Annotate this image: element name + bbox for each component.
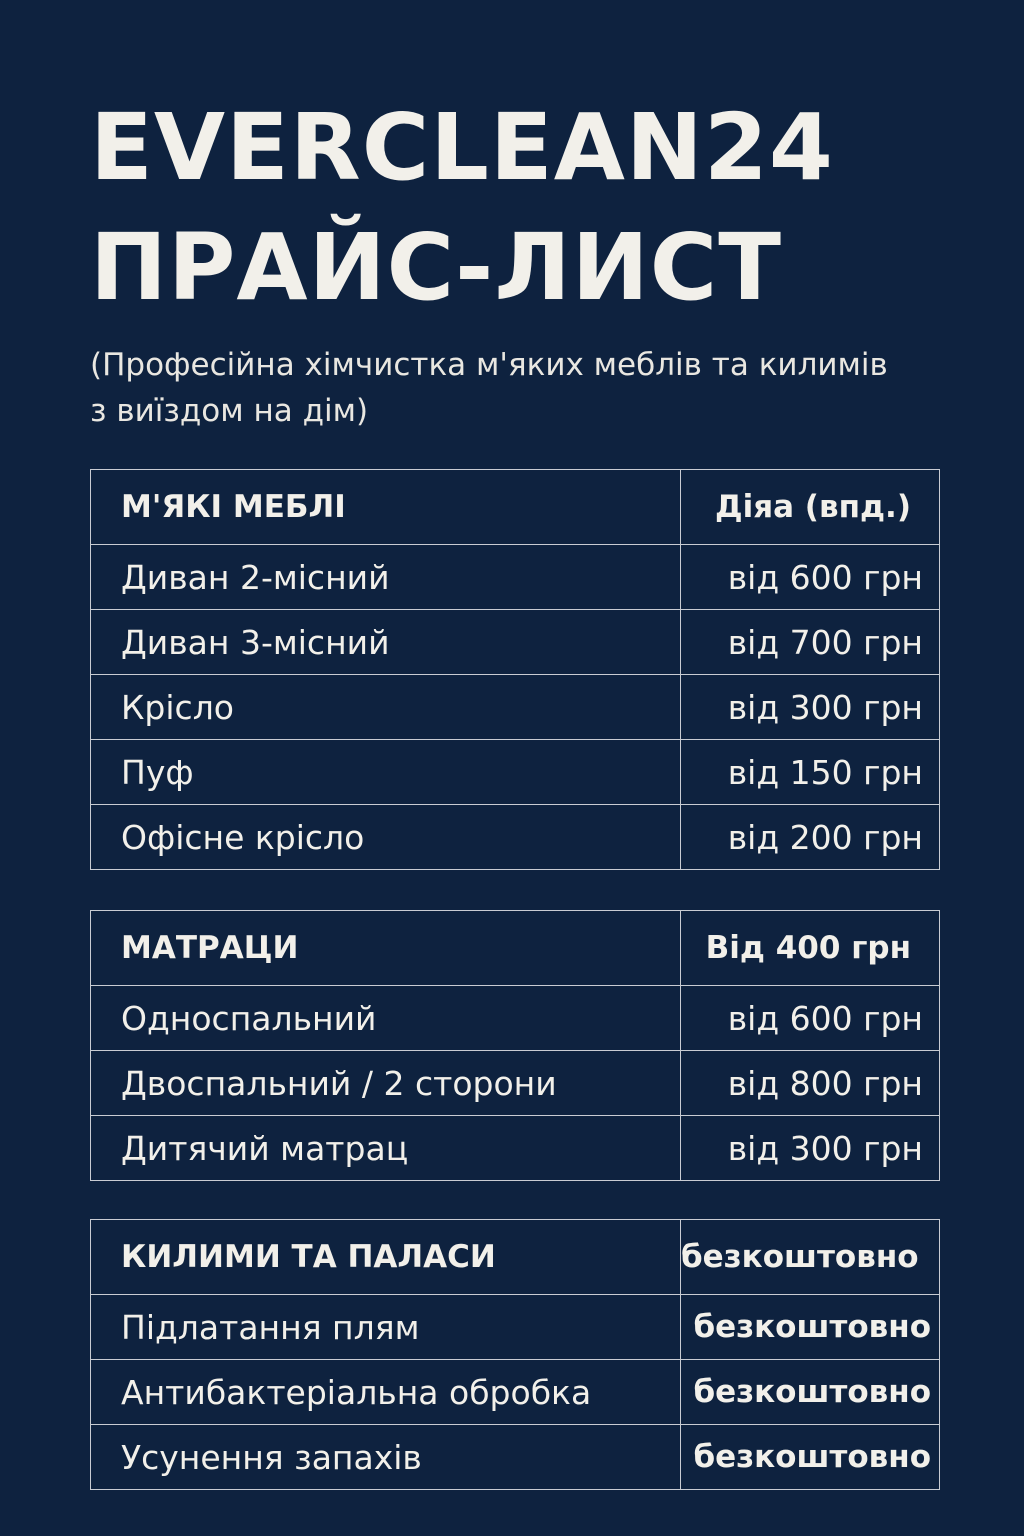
table-row: [91, 675, 940, 740]
table-header-row: [91, 470, 940, 545]
table-header-row: [91, 911, 940, 986]
item-name: Односпальний: [91, 986, 681, 1051]
table-row: [91, 610, 940, 675]
section-header-price: Від 400 грн: [681, 911, 940, 986]
item-price: від 800 грн: [681, 1051, 940, 1116]
item-price: від 700 грн: [681, 610, 940, 675]
item-price: безкоштовно: [681, 1360, 940, 1425]
carpet-price-table: [90, 1219, 940, 1490]
table-row: [91, 1425, 940, 1490]
mattress-price-table: [90, 910, 940, 1181]
table-row: [91, 545, 940, 610]
section-title: МАТРАЦИ: [91, 911, 681, 986]
furniture-price-table: [90, 469, 940, 870]
brand-title: EVERCLEAN24: [90, 94, 834, 201]
item-name: Антибактеріальна обробка: [91, 1360, 681, 1425]
table-row: [91, 1051, 940, 1116]
subtitle-line-2: з виїздом на дім): [90, 393, 369, 429]
item-price: безкоштовно: [681, 1295, 940, 1360]
section-title: КИЛИМИ ТА ПАЛАСИ: [91, 1220, 681, 1295]
item-price: від 600 грн: [681, 986, 940, 1051]
item-name: Підлатання плям: [91, 1295, 681, 1360]
item-price: від 200 грн: [681, 805, 940, 870]
section-header-price: Діяа (впд.): [681, 470, 940, 545]
item-name: Пуф: [91, 740, 681, 805]
table-row: [91, 1360, 940, 1425]
table-row: [91, 1295, 940, 1360]
item-name: Дитячий матрац: [91, 1116, 681, 1181]
item-name: Диван 2-місний: [91, 545, 681, 610]
item-name: Офісне крісло: [91, 805, 681, 870]
item-price: від 600 грн: [681, 545, 940, 610]
item-price: безкоштовно: [681, 1425, 940, 1490]
section-header-price: безкоштовно: [681, 1220, 940, 1295]
price-list-title: ПРАЙС-ЛИСТ: [90, 214, 783, 321]
item-price: від 300 грн: [681, 675, 940, 740]
subtitle: [90, 342, 970, 434]
item-price: від 150 грн: [681, 740, 940, 805]
table-row: [91, 986, 940, 1051]
section-title: М'ЯКІ МЕБЛІ: [91, 470, 681, 545]
table-row: [91, 805, 940, 870]
item-price: від 300 грн: [681, 1116, 940, 1181]
item-name: Крісло: [91, 675, 681, 740]
table-row: [91, 740, 940, 805]
table-header-row: [91, 1220, 940, 1295]
table-row: [91, 1116, 940, 1181]
subtitle-line-1: (Професійна хімчистка м'яких меблів та килимів: [90, 347, 888, 383]
item-name: Усунення запахів: [91, 1425, 681, 1490]
item-name: Двоспальний / 2 сторони: [91, 1051, 681, 1116]
item-name: Диван 3-місний: [91, 610, 681, 675]
